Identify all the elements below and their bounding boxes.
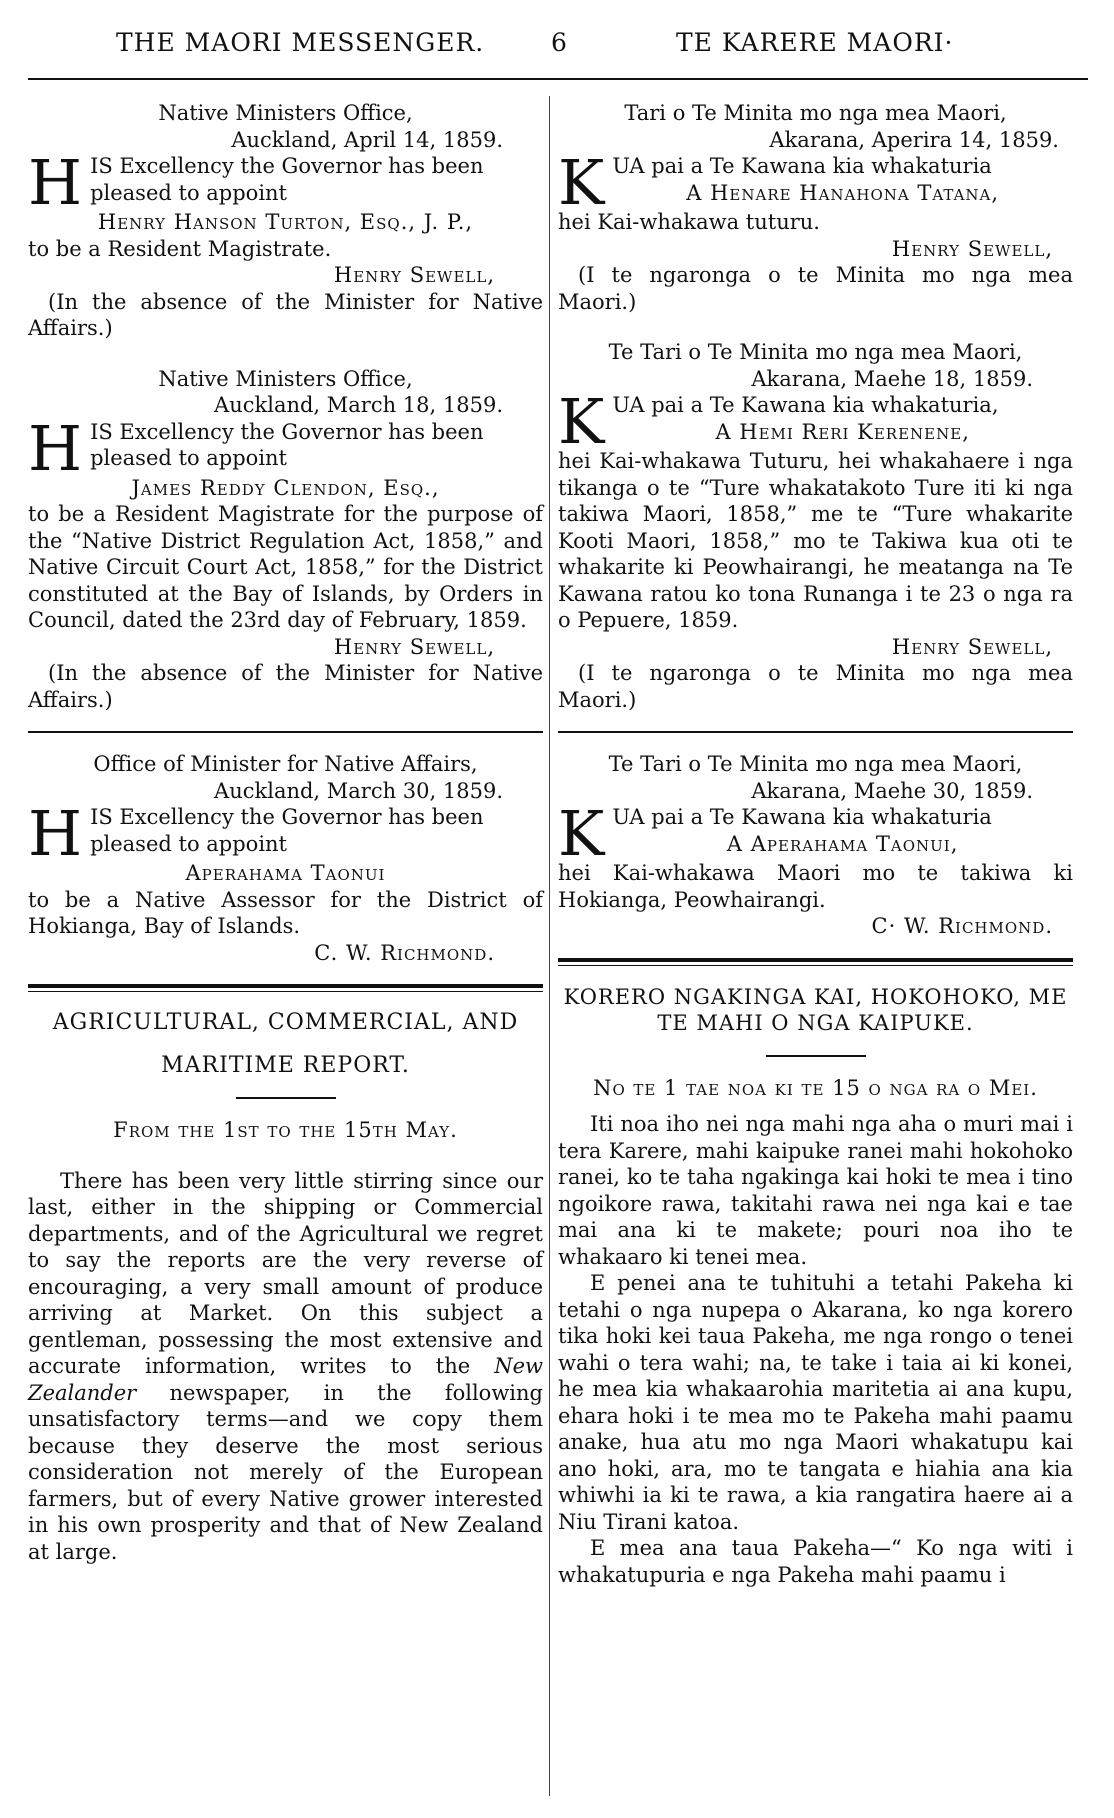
header-rule [28, 78, 1088, 80]
signature: C. W. Richmond. [314, 940, 495, 965]
column-divider [549, 96, 550, 1796]
notice-line: IS Excellency the Governor has been [90, 805, 484, 829]
report-period: From the 1st to the 15th May. [113, 1118, 458, 1142]
appointee-name: Henry Hanson Turton, Esq., J. P., [97, 210, 474, 234]
notice-office: Native Ministers Office, [158, 101, 413, 125]
report-paragraph: E penei ana te tuhituhi a tetahi Pakeha ki tetahi o nga nupepa o Akarana, ko nga korero tika hoki kei taua Pakeha, me nga rongo o tenei wahi o tera wahi; na, te take i taia ai ki konei, he mea kia whakaarohia maritetia ai ana kupu, ehara hoki i te mea mo te Pakeha mahi paamu anake, hua atu mo nga Maori whakatupu kai ano hoki, ara, mo te tangata e hiahia ana kia whiwhi ia ki te rawa, a kia rangatira haere ai a Niu Tirani katoa. [558, 1271, 1073, 1534]
notice-body [28, 797, 543, 870]
notice-aperahama [558, 751, 1073, 940]
signature-note: (I te ngaronga o te Minita mo nga mea Maori.) [558, 263, 1073, 314]
drop-cap: H [28, 146, 83, 219]
notice-line: pleased to appoint [90, 831, 287, 856]
report-title: MARITIME REPORT. [161, 1052, 410, 1078]
section-rule [28, 731, 543, 733]
notice-date: Auckland, March 30, 1859. [214, 778, 503, 803]
appointee-name: A Henare Hanahona Tatana, [686, 180, 1000, 205]
report-title: KORERO NGAKINGA KAI, HOKOHOKO, ME TE MAHI O NGA KAIPUKE. [563, 984, 1068, 1035]
signature: Henry Sewell, [333, 263, 495, 287]
notice-body [28, 146, 543, 219]
drop-cap: K [558, 385, 605, 458]
report-paragraph: E mea ana taua Pakeha—“ Ko nga witi i whakatupuria e nga Pakeha mahi paamu i [558, 1536, 1073, 1587]
maori-column [558, 100, 1073, 1588]
short-rule [766, 1055, 866, 1057]
newspaper-name: New Zealander [28, 1354, 543, 1405]
appointment-role: hei Kai-whakawa tuturu. [558, 210, 820, 234]
appointment-role: to be a Resident Magistrate. [28, 236, 332, 261]
signature-note: (In the absence of the Minister for Native Affairs.) [28, 289, 543, 340]
notice-date: Akarana, Aperira 14, 1859. [769, 127, 1059, 152]
appointee-name: James Reddy Clendon, Esq., [131, 475, 440, 500]
notice-line: IS Excellency the Governor has been [90, 154, 484, 178]
appointee-name: Aperahama Taonui [185, 861, 386, 885]
section-double-rule [28, 984, 543, 992]
notice-office: Te Tari o Te Minita mo nga mea Maori, [608, 752, 1023, 776]
notice-office: Office of Minister for Native Affairs, [93, 752, 478, 776]
report-period: No te 1 tae noa ki te 15 o nga ra o Mei. [593, 1075, 1038, 1100]
page-number: 6 [551, 28, 568, 57]
notice-body [558, 385, 1073, 458]
notice-clendon [28, 366, 543, 714]
notice-date: Akarana, Maehe 18, 1859. [751, 366, 1033, 391]
signature: Henry Sewell, [891, 634, 1053, 659]
section-double-rule [558, 958, 1073, 966]
appointment-body: hei Kai-whakawa Tuturu, hei whakahaere i nga tikanga o te “Ture whakatakoto Ture iti ki nga takiwa Maori, 1858,” me te “Ture whakarite Kooti Maori, 1858,” mo te Takiwa kua oti te whakarite ki Peowhairangi, he meatanga na Te Kawana ratou ko tona Runanga i te 23 o nga ra o Pepuere, 1859. [558, 449, 1073, 632]
signature: Henry Sewell, [891, 236, 1053, 261]
maori-report [558, 984, 1073, 1589]
notice-tatana [558, 100, 1073, 315]
notice-office: Te Tari o Te Minita mo nga mea Maori, [608, 340, 1023, 364]
signature-note: (In the absence of the Minister for Native Affairs.) [28, 661, 543, 712]
notice-line: pleased to appoint [90, 446, 287, 470]
notice-kerenene [558, 339, 1073, 713]
notice-body [558, 797, 1073, 870]
notice-office: Native Ministers Office, [158, 366, 413, 391]
report-paragraph: There has been very little stirring since our last, either in the shipping or Commercial departments, and of the Agricultural we regret to say the reports are the very reverse of encouraging, a very small amount of produce arriving at Market. On this subject a gentleman, possessing the most extensive and accurate information, writes to the New Zealander newspaper, in the following unsatisfactory terms—and we copy them because they deserve the most serious consideration not merely of the European farmers, but of every Native grower interested in his own prosperity and that of New Zealand at large. [28, 1168, 543, 1564]
notice-date: Akarana, Maehe 30, 1859. [751, 778, 1033, 803]
signature: C· W. Richmond. [871, 914, 1053, 938]
notice-line: pleased to appoint [90, 180, 287, 205]
section-rule [558, 731, 1073, 733]
report-title: AGRICULTURAL, COMMERCIAL, AND [52, 1010, 519, 1035]
notice-taonui [28, 751, 543, 966]
short-rule [236, 1097, 336, 1099]
notice-line: UA pai a Te Kawana kia whakaturia [612, 805, 992, 829]
notice-line: UA pai a Te Kawana kia whakaturia [612, 154, 992, 178]
appointment-body: to be a Native Assessor for the District of Hokianga, Bay of Islands. [28, 887, 543, 938]
header-right-title: TE KARERE MAORI· [676, 28, 954, 57]
drop-cap: H [28, 411, 83, 485]
signature: Henry Sewell, [333, 634, 495, 659]
appointee-name: A Hemi Reri Kerenene, [715, 419, 970, 444]
drop-cap: H [28, 797, 83, 870]
appointment-body: hei Kai-whakawa Maori mo te takiwa ki Hokianga, Peowhairangi. [558, 861, 1073, 912]
appointment-body: to be a Resident Magistrate for the purpose of the “Native District Regulation Act, 1858,” and Native Circuit Court Act, 1858,” for the District constituted at the Bay of Islands, by Orders in Council, dated the 23rd day of February, 1859. [28, 502, 543, 632]
report-paragraph: Iti noa iho nei nga mahi nga aha o muri mai i tera Karere, mahi kaipuke ranei mahi hokohoko ranei, ko te taha ngakinga kai hoki te mea i tino ngoikore rawa, takitahi rawa nei nga kai e tae mai ana ki te makete; pouri noa iho te whakaaro ki tenei mea. [558, 1112, 1073, 1269]
notice-date: Auckland, March 18, 1859. [214, 393, 503, 417]
notice-body [28, 411, 543, 485]
notice-line: IS Excellency the Governor has been [90, 419, 484, 444]
signature-note: (I te ngaronga o te Minita mo nga mea Maori.) [558, 661, 1073, 712]
drop-cap: K [558, 797, 605, 870]
notice-line: UA pai a Te Kawana kia whakaturia, [612, 393, 999, 417]
header-left-title: THE MAORI MESSENGER. [116, 28, 485, 57]
notice-office: Tari o Te Minita mo nga mea Maori, [624, 101, 1007, 125]
notice-turton [28, 100, 543, 342]
running-header [0, 28, 1114, 68]
drop-cap: K [558, 146, 605, 219]
agricultural-report [28, 1010, 543, 1565]
notice-body [558, 146, 1073, 219]
appointee-name: A Aperahama Taonui, [726, 831, 959, 856]
notice-date: Auckland, April 14, 1859. [231, 127, 503, 152]
english-column [28, 100, 543, 1565]
